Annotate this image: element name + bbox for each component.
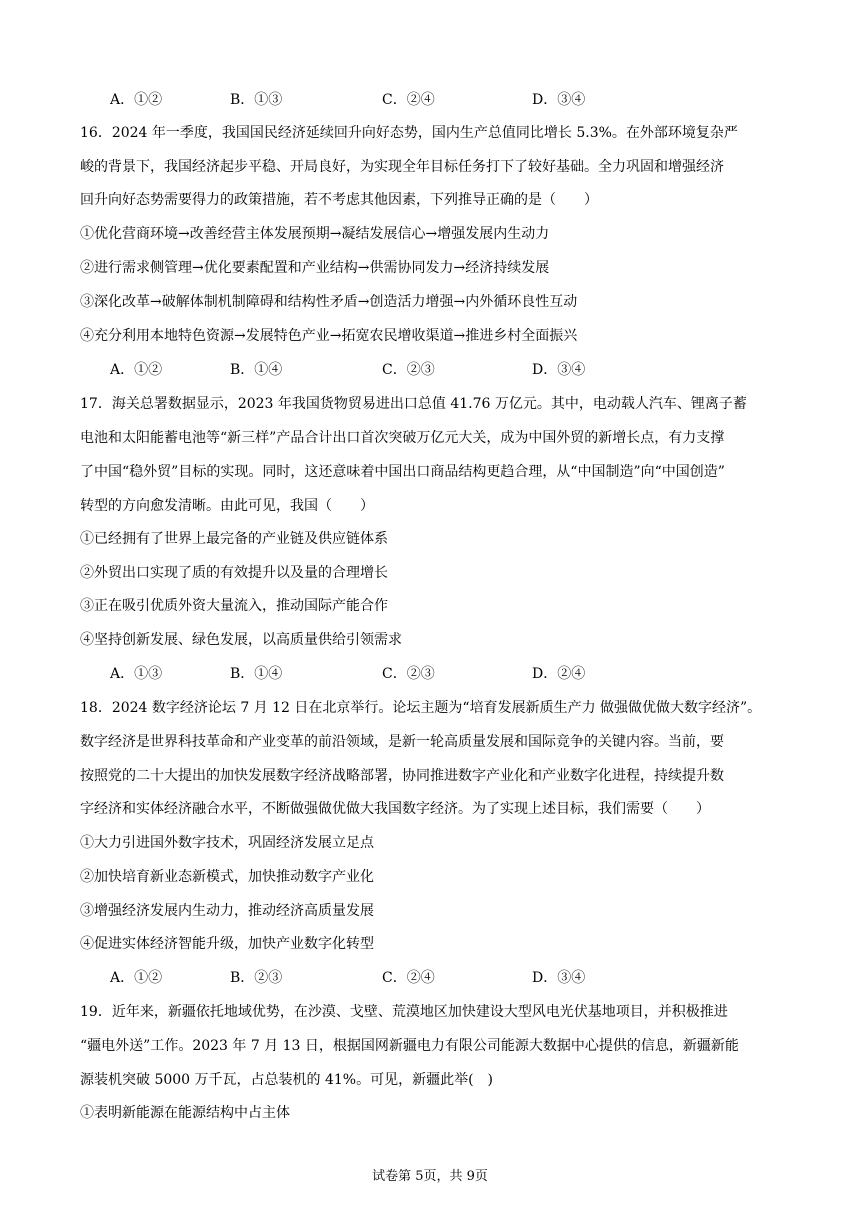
q16-item-4: ④充分利用本地特色资源→发展特色产业→拓宽农民增收渠道→推进乡村全面振兴 <box>80 328 578 344</box>
q18-item-4: ④促进实体经济智能升级，加快产业数字化转型 <box>80 936 374 952</box>
q17-item-2: ②外贸出口实现了质的有效提升以及量的合理增长 <box>80 565 388 581</box>
q16-option-c: C．②③ <box>382 362 435 378</box>
q16-option-d: D．③④ <box>532 362 586 378</box>
q19-stem-line-2: “疆电外送”工作。2023 年 7 月 13 日，根据国网新疆电力有限公司能源大数据中心提供的信息，新疆新能 <box>80 1038 739 1054</box>
q18-option-d: D．③④ <box>532 970 586 986</box>
q18-options <box>110 969 710 987</box>
q18-option-b: B．②③ <box>230 970 283 986</box>
q17-item-4: ④坚持创新发展、绿色发展，以高质量供给引领需求 <box>80 632 402 648</box>
q17-option-b: B．①④ <box>230 666 283 682</box>
q17-stem-line-1: 17．海关总署数据显示，2023 年我国货物贸易进出口总值 41.76 万亿元。其中，电动载人汽车、锂离子蓄 <box>80 396 747 412</box>
q18-stem-line-4: 字经济和实体经济融合水平，不断做强做优做大我国数字经济。为了实现上述目标，我们需要（ ） <box>80 801 710 817</box>
q17-item-3: ③正在吸引优质外资大量流入，推动国际产能合作 <box>80 598 388 614</box>
q19-item-1: ①表明新能源在能源结构中占主体 <box>80 1105 290 1121</box>
q16-item-3: ③深化改革→破解体制机制障碍和结构性矛盾→创造活力增强→内外循环良性互动 <box>80 294 578 310</box>
q16-item-2: ②进行需求侧管理→优化要素配置和产业结构→供需协同发力→经济持续发展 <box>80 260 550 276</box>
q16-stem-line-1: 16．2024 年一季度，我国国民经济延续回升向好态势，国内生产总值同比增长 5.3%。在外部环境复杂严 <box>80 125 738 141</box>
q15-options <box>110 91 710 109</box>
q18-item-1: ①大力引进国外数字技术，巩固经济发展立足点 <box>80 835 374 851</box>
q17-option-c: C．②③ <box>382 666 435 682</box>
q17-option-a: A．①③ <box>110 666 163 682</box>
q17-stem-line-4: 转型的方向愈发清晰。由此可见，我国（ ） <box>80 498 374 514</box>
q15-option-d: D．③④ <box>532 92 586 108</box>
q17-item-1: ①已经拥有了世界上最完备的产业链及供应链体系 <box>80 531 388 547</box>
page-footer: 试卷第 5页，共 9页 <box>372 1169 488 1184</box>
q17-stem-line-3: 了中国“稳外贸”目标的实现。同时，这还意味着中国出口商品结构更趋合理，从“中国制造”向“中国创造” <box>80 464 725 480</box>
q16-option-b: B．①④ <box>230 362 283 378</box>
q18-stem-line-3: 按照党的二十大提出的加快发展数字经济战略部署，协同推进数字产业化和产业数字化进程，持续提升数 <box>80 768 724 784</box>
q18-stem-line-1: 18．2024 数字经济论坛 7 月 12 日在北京举行。论坛主题为“培育发展新质生产力 做强做优做大数字经济”。 <box>80 700 762 716</box>
q17-option-d: D．②④ <box>532 666 586 682</box>
q16-stem-line-2: 峻的背景下，我国经济起步平稳、开局良好，为实现全年目标任务打下了较好基础。全力巩固和增强经济 <box>80 159 724 175</box>
q16-item-1: ①优化营商环境→改善经营主体发展预期→凝结发展信心→增强发展内生动力 <box>80 226 550 242</box>
q16-options <box>110 361 710 379</box>
q19-stem-line-3: 源装机突破 5000 万千瓦，占总装机的 41%。可见，新疆此举( ) <box>80 1072 494 1088</box>
q15-option-c: C．②④ <box>382 92 435 108</box>
q17-stem-line-2: 电池和太阳能蓄电池等“新三样”产品合计出口首次突破万亿元大关，成为中国外贸的新增长点，有力支撑 <box>80 430 725 446</box>
q18-item-3: ③增强经济发展内生动力，推动经济高质量发展 <box>80 903 374 919</box>
q18-option-c: C．②④ <box>382 970 435 986</box>
q18-stem-line-2: 数字经济是世界科技革命和产业变革的前沿领域，是新一轮高质量发展和国际竞争的关键内容。当前，要 <box>80 734 724 750</box>
q17-options <box>110 665 710 683</box>
q15-option-b: B．①③ <box>230 92 283 108</box>
q16-stem-line-3: 回升向好态势需要得力的政策措施，若不考虑其他因素，下列推导正确的是（ ） <box>80 192 598 208</box>
q16-option-a: A．①② <box>110 362 163 378</box>
q19-stem-line-1: 19．近年来，新疆依托地域优势，在沙漠、戈壁、荒漠地区加快建设大型风电光伏基地项目，并积极推进 <box>80 1004 728 1020</box>
q18-option-a: A．①② <box>110 970 163 986</box>
q18-item-2: ②加快培育新业态新模式，加快推动数字产业化 <box>80 869 374 885</box>
q15-option-a: A．①② <box>110 92 163 108</box>
